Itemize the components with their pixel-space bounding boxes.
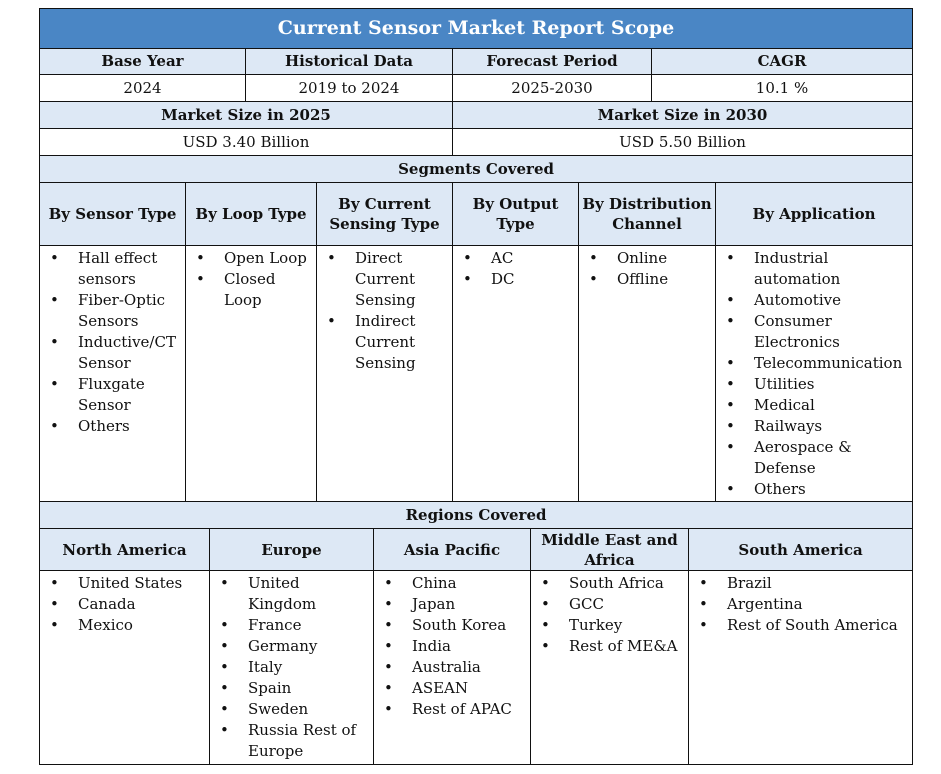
segments-table — [39, 155, 913, 502]
list-item: • DC — [463, 269, 574, 290]
region-header-south-america: South America — [689, 529, 913, 571]
list-item: • Rest of South America — [699, 615, 908, 636]
list-item: • Open Loop — [196, 248, 312, 269]
segment-list-cell — [716, 246, 913, 502]
list-item: • ASEAN — [384, 678, 526, 699]
list-item: • Fiber-Optic Sensors — [50, 290, 181, 332]
list-item: • Industrial automation — [726, 248, 908, 290]
market-size-2030-header: Market Size in 2030 — [453, 102, 913, 129]
list-item: • France — [220, 615, 369, 636]
segment-list-cell — [579, 246, 716, 502]
list-item: • Fluxgate Sensor — [50, 374, 181, 416]
list-item: • Railways — [726, 416, 908, 437]
region-list — [210, 573, 369, 762]
region-list — [689, 573, 908, 636]
list-item: • Others — [50, 416, 181, 437]
region-header-asia-pacific: Asia Pacific — [374, 529, 531, 571]
list-item: • Turkey — [541, 615, 684, 636]
list-item: • United States — [50, 573, 205, 594]
region-list — [40, 573, 205, 636]
list-item: • Indirect Current Sensing — [327, 311, 448, 374]
market-size-2025-value: USD 3.40 Billion — [40, 129, 453, 156]
list-item: • Germany — [220, 636, 369, 657]
region-list — [374, 573, 526, 720]
list-item: • Rest of APAC — [384, 699, 526, 720]
market-size-2025-header: Market Size in 2025 — [40, 102, 453, 129]
segment-header-distribution-channel: By Distribution Channel — [579, 183, 716, 246]
overview-table — [39, 8, 913, 156]
list-item: • Hall effect sensors — [50, 248, 181, 290]
list-item: • Canada — [50, 594, 205, 615]
segment-list — [579, 248, 711, 290]
regions-table — [39, 501, 913, 765]
base-year-header: Base Year — [40, 49, 246, 75]
region-header-north-america: North America — [40, 529, 210, 571]
list-item: • Sweden — [220, 699, 369, 720]
segment-header-application: By Application — [716, 183, 913, 246]
segment-list — [317, 248, 448, 374]
historical-data-value: 2019 to 2024 — [246, 75, 453, 102]
list-item: • Mexico — [50, 615, 205, 636]
cagr-header: CAGR — [652, 49, 913, 75]
market-size-2030-value: USD 5.50 Billion — [453, 129, 913, 156]
region-header-europe: Europe — [210, 529, 374, 571]
list-item: • Russia Rest of Europe — [220, 720, 369, 762]
list-item: • Rest of ME&A — [541, 636, 684, 657]
report-scope-sheet — [39, 8, 912, 765]
base-year-value: 2024 — [40, 75, 246, 102]
segment-list-cell — [186, 246, 317, 502]
list-item: • South Korea — [384, 615, 526, 636]
regions-covered-title: Regions Covered — [40, 502, 913, 529]
segment-list-cell — [40, 246, 186, 502]
list-item: • Japan — [384, 594, 526, 615]
region-list — [531, 573, 684, 657]
region-list-cell — [40, 571, 210, 765]
list-item: • GCC — [541, 594, 684, 615]
list-item: • Direct Current Sensing — [327, 248, 448, 311]
segment-list — [453, 248, 574, 290]
region-list-cell — [210, 571, 374, 765]
list-item: • South Africa — [541, 573, 684, 594]
list-item: • Australia — [384, 657, 526, 678]
segment-header-sensor-type: By Sensor Type — [40, 183, 186, 246]
segment-header-loop-type: By Loop Type — [186, 183, 317, 246]
list-item: • Online — [589, 248, 711, 269]
list-item: • Medical — [726, 395, 908, 416]
forecast-period-header: Forecast Period — [453, 49, 652, 75]
list-item: • Offline — [589, 269, 711, 290]
segment-list-cell — [317, 246, 453, 502]
list-item: • India — [384, 636, 526, 657]
region-list-cell — [531, 571, 689, 765]
list-item: • Argentina — [699, 594, 908, 615]
list-item: • Spain — [220, 678, 369, 699]
list-item: • Consumer Electronics — [726, 311, 908, 353]
list-item: • Others — [726, 479, 908, 500]
list-item: • Utilities — [726, 374, 908, 395]
segment-header-current-sensing-type: By Current Sensing Type — [317, 183, 453, 246]
forecast-period-value: 2025-2030 — [453, 75, 652, 102]
segment-list-cell — [453, 246, 579, 502]
list-item: • United Kingdom — [220, 573, 369, 615]
list-item: • Automotive — [726, 290, 908, 311]
segment-list — [186, 248, 312, 311]
list-item: • China — [384, 573, 526, 594]
list-item: • Inductive/CT Sensor — [50, 332, 181, 374]
segment-list — [716, 248, 908, 500]
list-item: • Brazil — [699, 573, 908, 594]
list-item: • Aerospace & Defense — [726, 437, 908, 479]
list-item: • Italy — [220, 657, 369, 678]
historical-data-header: Historical Data — [246, 49, 453, 75]
segments-covered-title: Segments Covered — [40, 156, 913, 183]
list-item: • Telecommunication — [726, 353, 908, 374]
region-header-middle-east-africa: Middle East and Africa — [531, 529, 689, 571]
region-list-cell — [374, 571, 531, 765]
segment-header-output-type: By Output Type — [453, 183, 579, 246]
list-item: • AC — [463, 248, 574, 269]
region-list-cell — [689, 571, 913, 765]
list-item: • Closed Loop — [196, 269, 312, 311]
report-title: Current Sensor Market Report Scope — [40, 9, 913, 49]
cagr-value: 10.1 % — [652, 75, 913, 102]
segment-list — [40, 248, 181, 437]
